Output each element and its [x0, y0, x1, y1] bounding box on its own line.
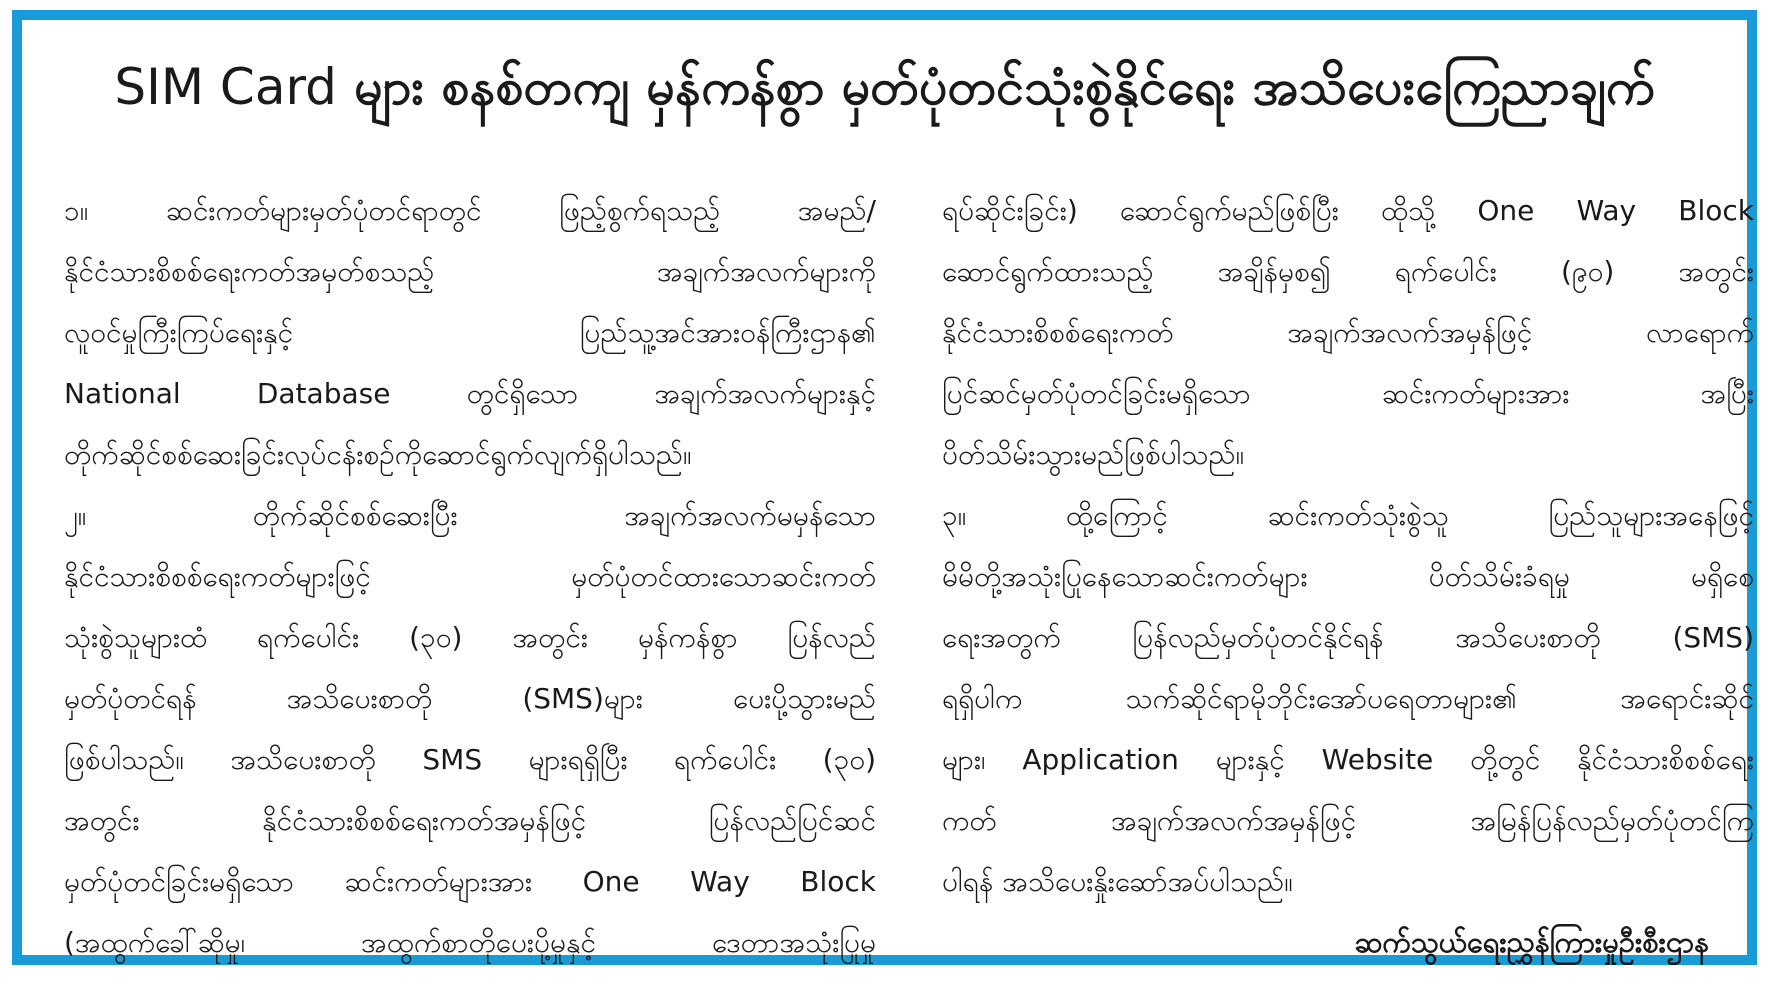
- right-line-1: ရပ်ဆိုင်းခြင်း) ဆောင်ရွက်မည်ဖြစ်ပြီး ထိုသို့ One Way Block: [942, 194, 1754, 227]
- right-line-10: များ၊ Application များနှင့် Website တို့တွင် နိုင်ငံသားစိစစ်ရေး: [942, 743, 1754, 776]
- left-line-12: မှတ်ပုံတင်ခြင်းမရှိသော ဆင်းကတ်များအား One Way Block: [64, 865, 876, 898]
- left-line-7: နိုင်ငံသားစိစစ်ရေးကတ်များဖြင့် မှတ်ပုံတင်ထားသောဆင်းကတ်: [64, 560, 876, 593]
- left-line-1: ၁။ ဆင်းကတ်များမှတ်ပုံတင်ရာတွင် ဖြည့်စွက်ရသည့် အမည်/: [64, 194, 876, 227]
- right-line-5: ပိတ်သိမ်းသွားမည်ဖြစ်ပါသည်။: [942, 438, 1245, 471]
- right-line-8: ရေးအတွက် ပြန်လည်မှတ်ပုံတင်နိုင်ရန် အသိပေးစာတို (SMS): [942, 621, 1754, 654]
- issuing-department-signature: ဆက်သွယ်ရေးညွှန်ကြားမှုဦးစီးဌာန: [1354, 925, 1709, 959]
- left-line-10: ဖြစ်ပါသည်။ အသိပေးစာတို SMS များရရှိပြီး ရက်ပေါင်း (၃၀): [64, 743, 876, 776]
- left-line-2: နိုင်ငံသားစိစစ်ရေးကတ်အမှတ်စသည့် အချက်အလက်များကို: [64, 255, 876, 288]
- right-line-6: ၃။ ထို့ကြောင့် ဆင်းကတ်သုံးစွဲသူ ပြည်သူများအနေဖြင့်: [942, 499, 1754, 532]
- left-line-3: လူဝင်မှုကြီးကြပ်ရေးနှင့် ပြည်သူ့အင်အားဝန်ကြီးဌာန၏: [64, 316, 876, 349]
- left-line-9: မှတ်ပုံတင်ရန် အသိပေးစာတို (SMS)များ ပေးပို့သွားမည်: [64, 682, 876, 715]
- title-latin: SIM Card: [114, 58, 337, 116]
- right-line-2: ဆောင်ရွက်ထားသည့် အချိန်မှစ၍ ရက်ပေါင်း (၉၀) အတွင်း: [942, 255, 1754, 288]
- announcement-frame: [12, 10, 1757, 965]
- right-line-7: မိမိတို့အသုံးပြုနေသောဆင်းကတ်များ ပိတ်သိမ်းခံရမှု မရှိစေ: [942, 560, 1754, 593]
- right-line-3: နိုင်ငံသားစိစစ်ရေးကတ် အချက်အလက်အမှန်ဖြင့် လာရောက်: [942, 316, 1754, 349]
- left-line-6: ၂။ တိုက်ဆိုင်စစ်ဆေးပြီး အချက်အလက်မမှန်သော: [64, 499, 876, 532]
- left-line-8: သုံးစွဲသူများထံ ရက်ပေါင်း (၃၀) အတွင်း မှန်ကန်စွာ ပြန်လည်: [64, 621, 876, 654]
- left-line-4: National Database တွင်ရှိသော အချက်အလက်များနှင့်: [64, 377, 876, 410]
- right-column: [942, 180, 1754, 912]
- announcement-title: [22, 52, 1747, 122]
- right-line-9: ရရှိပါက သက်ဆိုင်ရာမိုဘိုင်းအော်ပရေတာများ၏ အရောင်းဆိုင်: [942, 682, 1754, 715]
- left-line-5: တိုက်ဆိုင်စစ်ဆေးခြင်းလုပ်ငန်းစဉ်ကိုဆောင်ရွက်လျက်ရှိပါသည်။: [64, 438, 692, 471]
- right-line-4: ပြင်ဆင်မှတ်ပုံတင်ခြင်းမရှိသော ဆင်းကတ်များအား အပြီး: [942, 377, 1754, 410]
- left-column: [64, 180, 876, 973]
- title-myanmar: များ စနစ်တကျ မှန်ကန်စွာ မှတ်ပုံတင်သုံးစွဲနိုင်ရေး အသိပေးကြေညာချက်: [354, 58, 1655, 116]
- right-line-12: ပါရန် အသိပေးနှိုးဆော်အပ်ပါသည်။: [942, 865, 1293, 898]
- right-line-11: ကတ် အချက်အလက်အမှန်ဖြင့် အမြန်ပြန်လည်မှတ်ပုံတင်ကြ: [942, 804, 1754, 837]
- left-line-11: အတွင်း နိုင်ငံသားစိစစ်ရေးကတ်အမှန်ဖြင့် ပြန်လည်ပြင်ဆင်: [64, 804, 876, 837]
- left-line-13: (အထွက်ခေါ်ဆိုမှု၊ အထွက်စာတိုပေးပို့မှုနှင့် ဒေတာအသုံးပြုမှု: [64, 926, 876, 959]
